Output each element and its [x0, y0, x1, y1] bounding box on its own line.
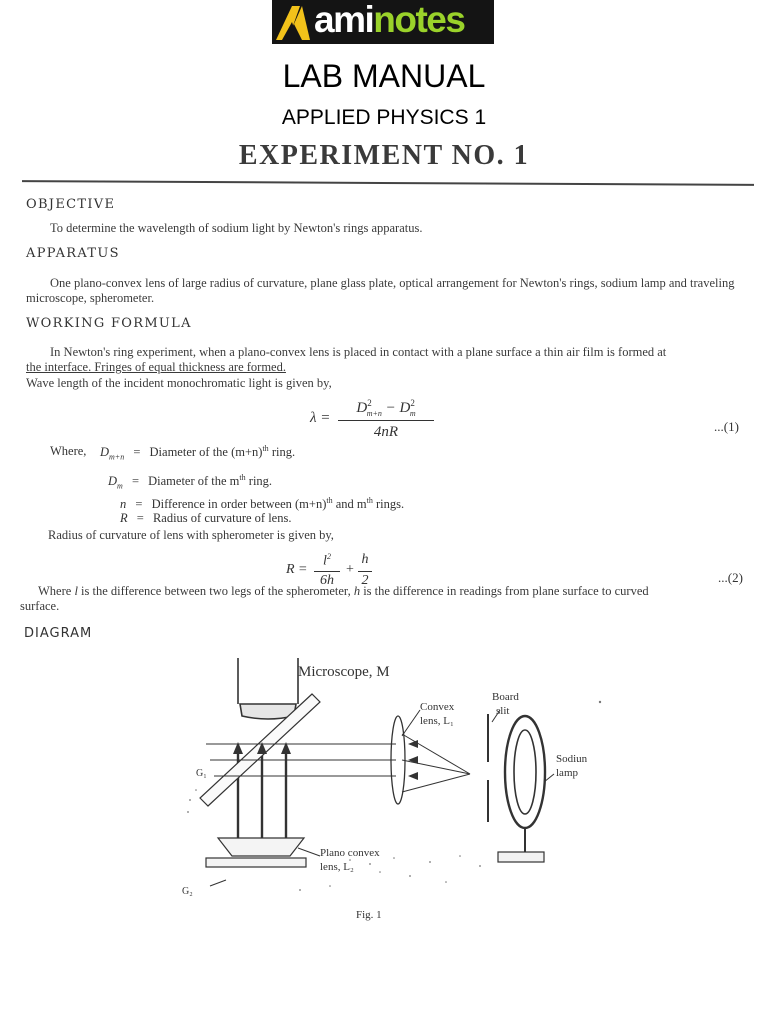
diagram-heading: DIAGRAM [24, 626, 93, 641]
def-sup: th [262, 444, 269, 453]
wavelength-line: Wave length of the incident monochromatic light is given by, [26, 376, 332, 390]
logo-wordmark [314, 0, 464, 42]
board-label-2: slit [496, 705, 510, 717]
equation-2-number: ...(2) [718, 570, 743, 585]
def-tail: and m [332, 497, 367, 512]
lamp-base [498, 852, 544, 862]
definition-row [120, 511, 291, 526]
def-tail: ring. [268, 445, 296, 460]
def-subscript: m+n [109, 452, 125, 462]
where2-b: is the difference between two legs of the spherometer, [77, 584, 354, 598]
eq2-den2: 2 [361, 573, 369, 588]
eq2-lhs: R = [286, 562, 308, 577]
def-sup: th [239, 473, 246, 482]
plano-label-1: Plano convex [320, 847, 380, 859]
newtons-rings-diagram [170, 650, 610, 925]
aminotes-logo[interactable] [272, 0, 494, 44]
eq1-sup-b: 2 [410, 398, 415, 408]
convex-label-1: Convex [420, 701, 455, 713]
logo-wordmark-part1: ami [314, 0, 374, 40]
def-symbol: n [120, 497, 127, 512]
logo-mark-icon [272, 0, 316, 44]
where2-h: h [353, 584, 361, 598]
eq2-sup: 2 [326, 552, 331, 561]
eq1-sup-a: 2 [367, 398, 372, 408]
arrowhead-icon [408, 772, 418, 780]
eq2-l: l [323, 553, 327, 569]
arrowhead-icon [408, 756, 418, 764]
def-text: Diameter of the m [148, 474, 240, 489]
eq1-num-a: D [356, 400, 368, 416]
def-subscript: m [117, 481, 123, 491]
ray-converging [402, 760, 470, 774]
intro-line-2: the interface. Fringes of equal thickness are formed. [26, 360, 286, 374]
definition-row [100, 444, 295, 462]
apparatus-text: One plano-convex lens of large radius of curvature, plane glass plate, optical arrangement for Newton's rings, sodium lamp and traveling microscope, spherometer. [26, 276, 735, 305]
eq1-lhs: λ = [310, 410, 331, 426]
eq2-den1: 6h [320, 573, 334, 588]
convex-label-pointer [402, 710, 420, 736]
radius-line: Radius of curvature of lens with spherometer is given by, [48, 528, 334, 542]
where2-a: Where [38, 584, 75, 598]
definition-row [108, 473, 272, 491]
def-end: rings. [372, 497, 405, 512]
where-2-line-2: surface. [20, 599, 60, 613]
eq1-numerator [336, 398, 436, 418]
eq1-sub-a: m+n [366, 409, 382, 418]
eq2-num2: h [361, 552, 369, 567]
def-equals: = [133, 445, 141, 460]
sodium-label-2: lamp [556, 767, 578, 779]
figure-caption: Fig. 1 [356, 909, 382, 921]
where2-l: l [74, 584, 78, 598]
working-formula-heading: WORKING FORMULA [26, 316, 192, 331]
eq2-bar-2 [358, 571, 372, 572]
eq2-plus: + [346, 562, 354, 577]
logo-wordmark-part2: notes [373, 0, 465, 40]
equation-1-number: ...(1) [714, 419, 739, 434]
eq1-fraction-bar [338, 420, 434, 421]
apparatus-heading: APPARATUS [26, 246, 120, 261]
where-label: Where, [50, 444, 87, 458]
glass-plate-g2 [206, 858, 306, 867]
eq1-minus: − D [385, 400, 411, 416]
eq1-denominator: 4nR [373, 424, 399, 440]
title-divider [22, 180, 754, 186]
plano-convex-lens-l2 [218, 838, 304, 856]
intro-line-1: In Newton's ring experiment, when a plano-convex lens is placed in contact with a plane surface a thin air film is formed at [50, 345, 667, 359]
def-tail: ring. [245, 474, 273, 489]
microscope-label: Microscope, M [298, 664, 390, 680]
g2-label: G₂ [182, 886, 193, 897]
def-equals: = [131, 474, 139, 489]
sodium-lamp-inner [514, 730, 536, 814]
def-symbol: D [100, 445, 110, 460]
plano-label-pointer [298, 848, 320, 856]
objective-text: To determine the wavelength of sodium light by Newton's rings apparatus. [50, 221, 423, 235]
where-2-line-1 [14, 584, 764, 599]
where-2-text [14, 584, 764, 614]
eq2-num1 [312, 552, 342, 570]
eq2-bar-1 [314, 571, 340, 572]
plano-label-2: lens, L₂ [320, 861, 354, 873]
def-symbol: D [108, 474, 118, 489]
def-sup-2: th [366, 496, 373, 505]
subject-title: APPLIED PHYSICS 1 [281, 106, 487, 129]
equation-1 [310, 398, 430, 444]
def-text: Radius of curvature of lens. [152, 511, 292, 525]
page-title: LAB MANUAL [282, 58, 486, 94]
g2-label-pointer [210, 880, 226, 886]
where2-c: is the difference in readings from plane surface to curved [360, 584, 649, 598]
convex-label-2: lens, L₁ [420, 715, 454, 727]
ray-converging [402, 734, 470, 774]
sodium-lamp-outer [505, 716, 545, 828]
def-symbol: R [120, 511, 128, 525]
objective-heading: OBJECTIVE [26, 197, 116, 212]
sodium-label-1: Sodiun [556, 753, 588, 765]
def-sup: th [326, 496, 333, 505]
arrowhead-icon [408, 740, 418, 748]
def-equals: = [135, 497, 143, 512]
def-text: Difference in order between (m+n) [151, 497, 327, 512]
experiment-title: EXPERIMENT NO. 1 [238, 140, 530, 171]
eq1-sub-b: m [409, 409, 416, 418]
definitions [50, 444, 610, 524]
definition-row [120, 496, 404, 512]
def-text: Diameter of the (m+n) [149, 445, 263, 460]
working-formula-intro [26, 345, 758, 375]
def-equals: = [136, 511, 144, 525]
g1-label: G₁ [196, 768, 207, 779]
board-label-1: Board [492, 691, 519, 703]
